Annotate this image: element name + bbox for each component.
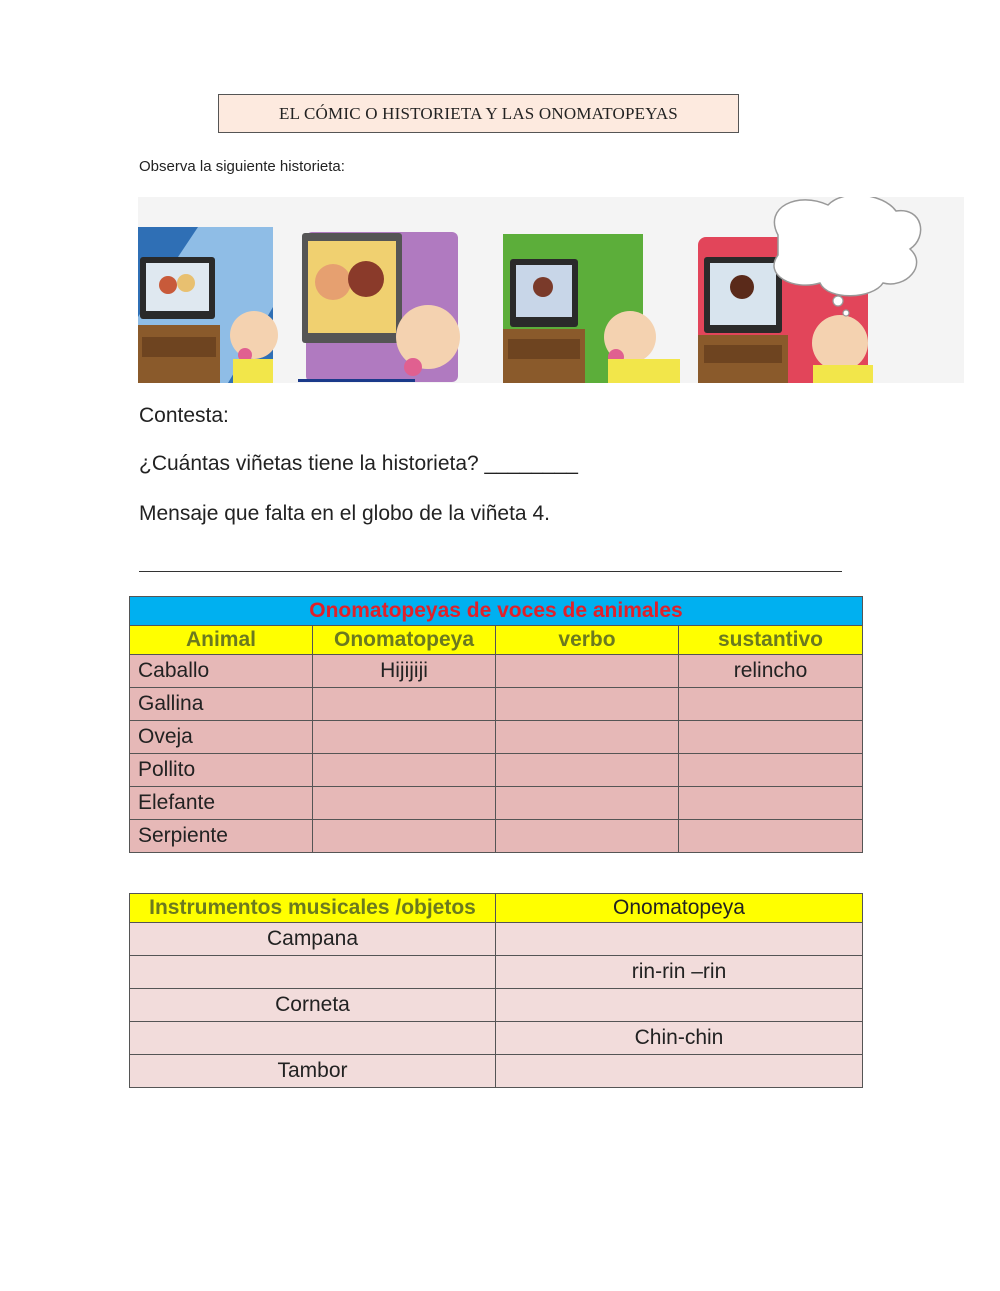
- animal-cell: Oveja: [130, 721, 313, 754]
- comic-panel-1: [138, 227, 278, 383]
- table-row: [130, 721, 863, 754]
- noun-cell[interactable]: [679, 721, 863, 754]
- onomatopoeia-cell: Chin-chin: [496, 1022, 863, 1055]
- animal-cell: Gallina: [130, 688, 313, 721]
- verb-cell[interactable]: [496, 754, 679, 787]
- comic-strip: [138, 197, 964, 383]
- table-row: [130, 688, 863, 721]
- instrument-cell: Tambor: [130, 1055, 496, 1088]
- instruments-onomatopoeia-table: [129, 893, 863, 1088]
- noun-cell[interactable]: [679, 688, 863, 721]
- verb-cell[interactable]: [496, 655, 679, 688]
- table-row: [130, 820, 863, 853]
- animal-cell: Pollito: [130, 754, 313, 787]
- verb-cell[interactable]: [496, 787, 679, 820]
- column-header: Onomatopeya: [496, 894, 863, 923]
- comic-panel-2: [298, 232, 460, 382]
- table-row: [130, 787, 863, 820]
- instrument-cell[interactable]: [130, 956, 496, 989]
- column-header: Animal: [130, 626, 313, 655]
- intro-text: Observa la siguiente historieta:: [139, 158, 345, 175]
- instrument-cell: Campana: [130, 923, 496, 956]
- column-header: verbo: [496, 626, 679, 655]
- noun-cell[interactable]: [679, 754, 863, 787]
- noun-cell[interactable]: [679, 820, 863, 853]
- instrument-cell[interactable]: [130, 1022, 496, 1055]
- table-row: [130, 655, 863, 688]
- verb-cell[interactable]: [496, 721, 679, 754]
- verb-cell[interactable]: [496, 820, 679, 853]
- onomatopoeia-cell[interactable]: [313, 787, 496, 820]
- question-globo-mensaje: Mensaje que falta en el globo de la viñeta 4.: [139, 502, 550, 525]
- table-caption: Onomatopeyas de voces de animales: [130, 597, 863, 626]
- table-row: [130, 754, 863, 787]
- animal-cell: Caballo: [130, 655, 313, 688]
- animal-cell: Serpiente: [130, 820, 313, 853]
- worksheet-title: EL CÓMIC O HISTORIETA Y LAS ONOMATOPEYAS: [218, 94, 739, 133]
- noun-cell: relincho: [679, 655, 863, 688]
- onomatopoeia-cell[interactable]: [313, 688, 496, 721]
- instrument-cell: Corneta: [130, 989, 496, 1022]
- table-row: [130, 956, 863, 989]
- answer-line[interactable]: [139, 571, 842, 572]
- table-row: [130, 1022, 863, 1055]
- onomatopoeia-cell: Hijijiji: [313, 655, 496, 688]
- animal-onomatopoeia-table: [129, 596, 863, 853]
- onomatopoeia-cell[interactable]: [496, 923, 863, 956]
- onomatopoeia-cell[interactable]: [496, 989, 863, 1022]
- table-row: [130, 923, 863, 956]
- verb-cell[interactable]: [496, 688, 679, 721]
- contesta-heading: Contesta:: [139, 404, 229, 427]
- onomatopoeia-cell[interactable]: [313, 721, 496, 754]
- onomatopoeia-cell[interactable]: [496, 1055, 863, 1088]
- noun-cell[interactable]: [679, 787, 863, 820]
- onomatopoeia-cell[interactable]: [313, 754, 496, 787]
- column-header: Instrumentos musicales /objetos: [130, 894, 496, 923]
- question-vinetas: ¿Cuántas viñetas tiene la historieta? ________: [139, 452, 578, 475]
- onomatopoeia-cell[interactable]: [313, 820, 496, 853]
- animal-cell: Elefante: [130, 787, 313, 820]
- column-header: sustantivo: [679, 626, 863, 655]
- onomatopoeia-cell: rin-rin –rin: [496, 956, 863, 989]
- column-header: Onomatopeya: [313, 626, 496, 655]
- table-row: [130, 989, 863, 1022]
- table-row: [130, 1055, 863, 1088]
